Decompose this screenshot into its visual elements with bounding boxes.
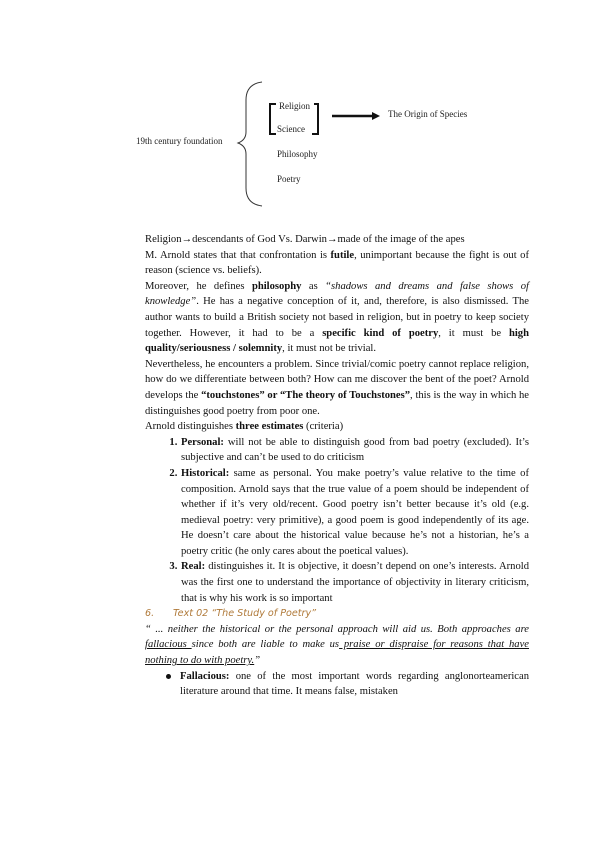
paragraph-touchstones: Nevertheless, he encounters a problem. Since trivial/comic poetry cannot replace religion, how do we differentiate between both? How can me discover the bent of the poet? Arnold develops the “touchstones” or “The theory of Touchstones”, this is the way in which he distinguishes good poetry from poor one.: [145, 358, 529, 417]
section-number: 6.: [145, 608, 155, 620]
term-philosophy: philosophy: [251, 280, 302, 292]
list-item: 1. Personal: will not be able to distinguish good from bad poetry (excluded). It’s subjective and can’t be used to do criticism: [180, 435, 529, 466]
list-item: 3. Real: distinguishes it. It is objective, it doesn’t depend on one’s interests. Arnold was the first one to understand the importance of objectivity in literary criticism, that is why his work is so important: [180, 559, 529, 606]
paragraph-religion-darwin: Religion→descendants of God Vs. Darwin→made of the image of the apes: [145, 234, 465, 245]
body-text: [145, 232, 529, 700]
group-bracket: [270, 104, 276, 134]
paragraph-philosophy: Moreover, he defines philosophy as “shadows and dreams and false shows of knowledge”. He has a negative conception of it, and, therefore, is also dismissed. The author wants to build a British society not based in religion, but in poetry to keep society together. However, it had to be a specific kind of poetry, it must be high quality/seriousness / solemnity, it must not be trivial.: [145, 280, 530, 355]
bullet-icon: [166, 674, 171, 679]
list-item: 2. Historical: same as personal. You make poetry’s value relative to the time of composition. Arnold says that the true value of a poem should be independent of whether if it’s very old/recent. Good poetry isn’t better because it’s old (e.g. medieval poetry: very primitive), a good poem is good independently of its age. He doesn’t care about the historical value because he’s not a historian, he’s a poetry critic (he only cares about the poetical values).: [180, 466, 529, 560]
paragraph-confrontation: M. Arnold states that that confrontation is futile, unimportant because the fight is out of reason (science vs. beliefs).: [145, 249, 529, 277]
branch-philosophy: Philosophy: [277, 149, 318, 159]
term-futile: futile: [330, 249, 355, 261]
arrow-head: [372, 112, 380, 120]
branch-poetry: Poetry: [277, 174, 301, 184]
section-heading: [145, 606, 529, 622]
term-high-quality: high quality/seriousness / solemnity: [145, 327, 529, 355]
term-three-estimates: three estimates: [235, 421, 304, 433]
branch-religion: Religion: [279, 101, 310, 111]
term-touchstones: “touchstones” or “The theory of Touchstones”: [201, 389, 411, 401]
foundation-diagram: [0, 0, 600, 220]
terms-list: [145, 669, 529, 700]
diagram-root-label: 19th century foundation: [136, 136, 223, 146]
estimates-list: [145, 435, 529, 607]
underline-fallacious: fallacious: [145, 639, 192, 651]
underline-praise: praise or dispraise for reasons that have nothing to do with poetry.: [145, 639, 530, 667]
group-bracket-right: [312, 104, 318, 134]
quote-paragraph: “ ... neither the historical or the personal approach will aid us. Both approaches are fallacious since both are liable to make us praise or dispraise for reasons that have nothing to do with poetry.”: [145, 623, 530, 667]
section-title: Text 02 “The Study of Poetry”: [173, 608, 317, 620]
curly-brace: [238, 82, 262, 206]
list-item: Fallacious: one of the most important words regarding anglonorteamerican literature around that time. It means false, mistaken: [180, 669, 529, 700]
diagram-target-label: The Origin of Species: [388, 109, 468, 119]
branch-science: Science: [277, 124, 305, 134]
paragraph-estimates-intro: Arnold distinguishes three estimates (criteria): [145, 421, 344, 433]
philosophy-quote: “shadows and dreams and false shows of knowledge”: [145, 280, 530, 308]
term-specific-poetry: specific kind of poetry: [322, 327, 439, 339]
